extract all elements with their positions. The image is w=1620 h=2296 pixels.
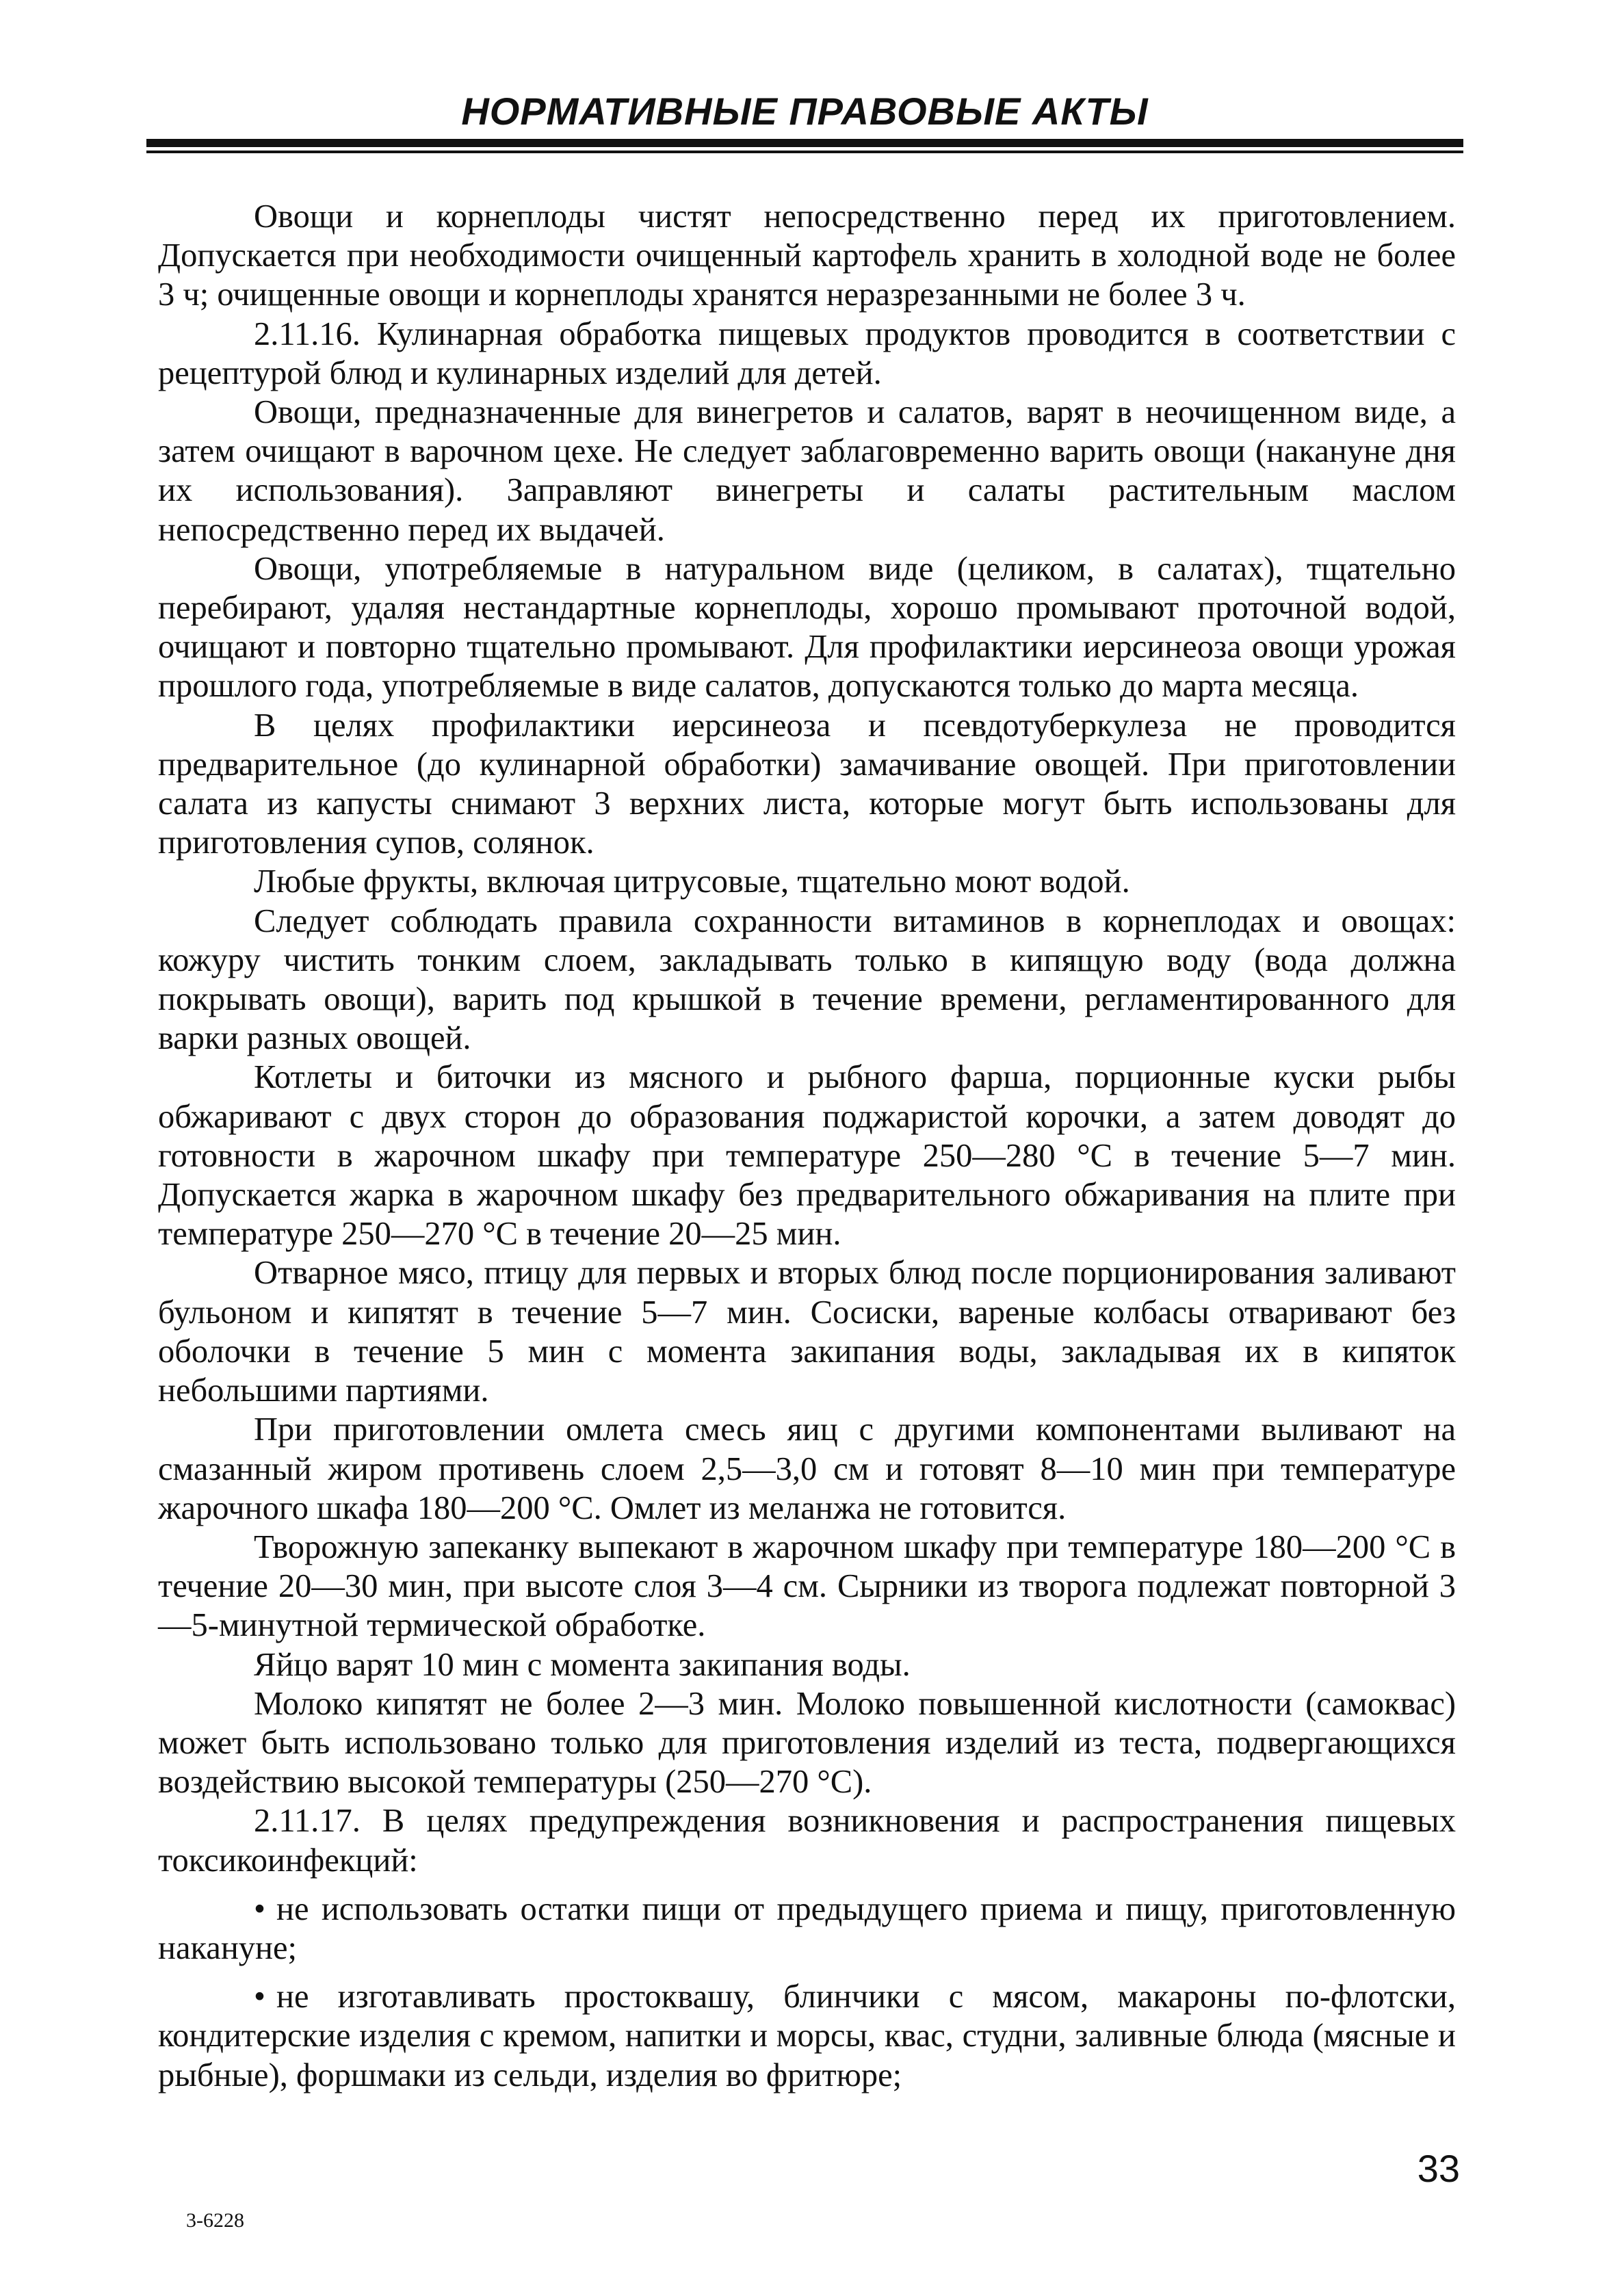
paragraph: В целях профилактики иерсинеоза и псевдотуберкулеза не проводится предварительное (до кулинарной обработки) замачивание овощей. При приготовлении салата из капусты снимают 3 верхних листа, которые могут быть использованы для приготовления супов, солянок. [158,707,1456,861]
paragraph: Овощи, предназначенные для винегретов и салатов, варят в неочищенном виде, а затем очищают в варочном цехе. Не следует заблаговременно варить овощи (накануне дня их использования). Заправляют винегреты и салаты растительным маслом непосредственно перед их выдачей. [158,394,1456,548]
paragraph: 2.11.16. Кулинарная обработка пищевых продуктов проводится в соответствии с рецептурой блюд и кулинарных изделий для детей. [158,315,1456,391]
paragraph: При приготовлении омлета смесь яиц с другими компонентами выливают на смазанный жиром противень слоем 2,5—3,0 см и готовят 8—10 мин при температуре жарочного шкафа 180—200 °С. Омлет из меланжа не готовится. [158,1411,1456,1526]
paragraph: Следует соблюдать правила сохранности витаминов в корнеплодах и овощах: кожуру чистить тонким слоем, закладывать только в кипящую воду (вода должна покрывать овощи), варить под крышкой в течение времени, регламентированного для варки разных овощей. [158,902,1456,1057]
bullet-item [158,1890,1456,1968]
paragraph: Творожную запеканку выпекают в жарочном шкафу при температуре 180—200 °С в течение 20—30 мин, при высоте слоя 3—4 см. Сырники из творога подлежат повторной 3—5-минутной термической обработке. [158,1528,1456,1644]
bullet-marker: • [254,1890,265,1927]
bullet-text: не изготавливать простоквашу, блинчики с мясом, макароны по-флотски, кондитерские изделия с кремом, напитки и морсы, квас, студни, заливные блюда (мясные и рыбные), форшмаки из сельди, изделия во фритюре; [158,1979,1456,2093]
header-rule-thin [146,151,1463,153]
running-header-title: НОРМАТИВНЫЕ ПРАВОВЫЕ АКТЫ [461,90,1149,133]
paragraph: Молоко кипятят не более 2—3 мин. Молоко повышенной кислотности (самоквас) может быть использовано только для приготовления изделий из теста, подвергающихся воздействию высокой температуры (250—270 °С). [158,1685,1456,1801]
bullet-marker: • [254,1979,265,2015]
paragraph: Овощи, употребляемые в натуральном виде (целиком, в салатах), тщательно перебирают, удаляя нестандартные корнеплоды, хорошо промывают проточной водой, очищают и повторно тщательно промывают. Для профилактики иерсинеоза овощи урожая прошлого года, употребляемые в виде салатов, допускаются только до марта месяца. [158,550,1456,705]
paragraph: Отварное мясо, птицу для первых и вторых блюд после порционирования заливают бульоном и кипятят в течение 5—7 мин. Сосиски, вареные колбасы отваривают без оболочки в течение 5 мин с момента закипания воды, закладывая их в кипяток небольшими партиями. [158,1255,1456,1409]
header-rule-thick [146,139,1463,147]
page-number: 33 [1417,2147,1460,2190]
paragraph: 2.11.17. В целях предупреждения возникновения и распространения пищевых токсикоинфекций: [158,1803,1456,1879]
body-text [158,197,1456,2095]
bullet-text: не использовать остатки пищи от предыдущего приема и пищу, приготовленную накануне; [158,1890,1456,1966]
paragraph: Яйцо варят 10 мин с момента закипания воды. [254,1646,911,1683]
bullet-item [158,1977,1456,2095]
paragraph: Котлеты и биточки из мясного и рыбного фарша, порционные куски рыбы обжаривают с двух сторон до образования поджаристой корочки, а затем доводят до готовности в жарочном шкафу при температуре 250—280 °С в течение 5—7 мин. Допускается жарка в жарочном шкафу без предварительного обжаривания на плите при температуре 250—270 °С в течение 20—25 мин. [158,1059,1456,1253]
paragraph: Любые фрукты, включая цитрусовые, тщательно моют водой. [254,863,1130,900]
paragraph: Овощи и корнеплоды чистят непосредственно перед их приготовлением. Допускается при необходимости очищенный картофель хранить в холодной воде не более 3 ч; очищенные овощи и корнеплоды хранятся неразрезанными не более 3 ч. [158,198,1456,313]
print-code: 3-6228 [186,2209,244,2232]
